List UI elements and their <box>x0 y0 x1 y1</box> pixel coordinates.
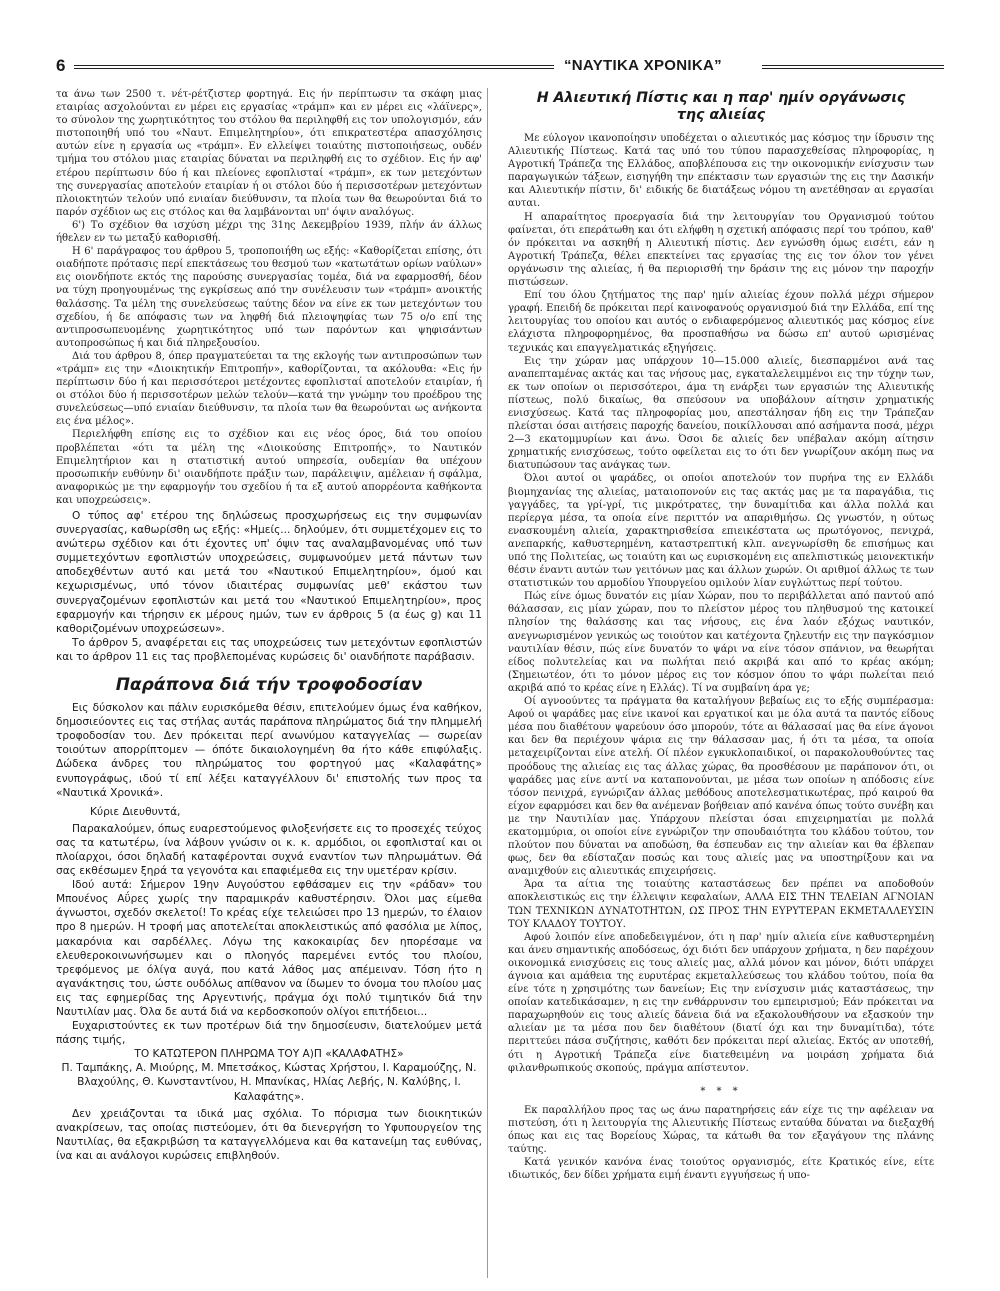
paragraph: Με εύλογον ικανοποίησιν υποδέχεται ο αλιευτικός μας κόσμος την ίδρυσιν της Αλιευτικής Πίστεως. Κατά τας υπό του τύπου παρασχεθείσας πληροφορίας, η Αγροτική Τράπεζα της Ελλάδος, αποβλέπουσα εις την οικονομικήν ενίσχυσιν των παραγωγικών τάξεων, εισηγήθη την επέκτασιν των εργασιών της εις την Δασικήν και Αλιευτικήν πίστιν, δι' ειδικής δε διατάξεως νόμου τη ανετέθησαν αι εργασίαι αυται. <box>508 133 934 210</box>
column-divider <box>487 88 488 1278</box>
left-column <box>56 88 482 1163</box>
fishing-article <box>508 132 934 1182</box>
paragraph: Άρα τα αίτια της τοιαύτης καταστάσεως δεν πρέπει να αποδοθούν αποκλειστικώς εις την έλλειψιν κεφαλαίων, ΑΛΛΑ ΕΙΣ ΤΗΝ ΤΕΛΕΙΑΝ ΑΓΝΟΙΑΝ ΤΩΝ ΤΕΧΝΙΚΩΝ ΔΥΝΑΤΟΤΗΤΩΝ, ΩΣ ΠΡΟΣ ΤΗΝ ΕΥΡΥΤΕΡΑΝ ΕΚΜΕΤΑΛΛΕΥΣΙΝ ΤΟΥ ΚΛΑΔΟΥ ΤΟΥΤΟΥ. <box>508 879 934 930</box>
paragraph: 6') Το σχέδιον θα ισχύση μέχρι της 31ης Δεκεμβρίου 1939, πλήν άν άλλως ήθελεν εν τω μεταξύ καθορισθή. <box>56 219 482 245</box>
paragraph: Ευχαριστούντες εκ των προτέρων διά την δημοσίευσιν, διατελούμεν μετά πάσης τιμής, <box>56 1020 482 1047</box>
paragraph: Επί του όλου ζητήματος της παρ' ημίν αλιείας έχουν πολλά μέχρι σήμερον γραφή. Επειδή δε πρόκειται περί καινοφανούς οργανισμού διά την Ελλάδα, επί της λειτουργίας του οποίου και αυτός ο ενδιαφερόμενος αλιευτικός μας κόσμος είνε ελάχιστα πληροφορημένος, θα προσπαθήσω να δώσω επ' αυτού ωρισμένας τεχνικάς και επαγγελματικάς εξηγήσεις. <box>508 290 934 354</box>
paragraph: Η απαραίτητος προεργασία διά την λειτουργίαν του Οργανισμού τούτου φαίνεται, ότι επεράτωθη και ότι ελήφθη η σχετική απόφασις περί του τρόπου, καθ' όν πρόκειται να ασκηθή η Αλιευτική πίστις. Δεν εγνώσθη όμως εισέτι, εάν η Αγροτική Τράπεζα, θέλει επεκτείνει τας εργασίας της εις τον όλον τον γένει οργάνωσιν της αλιείας, ή θα περιορισθή την δράσιν της εις μόνον την παροχήν πιστώσεων. <box>508 211 934 289</box>
paragraph: Δεν χρειάζονται τα ιδικά μας σχόλια. Το πόρισμα των διοικητικών ανακρίσεων, τας οποίας πιστεύομεν, ότι θα διενεργήση το Υφυπουργείον της Ναυτιλίας, θα εξακριβώση τα καταγγελλόμενα και θα κατανείμη τας ευθύνας, ίνα και αι ανάλογοι κυρώσεις επιβληθούν. <box>56 1107 482 1162</box>
paragraph: Οί αγνοούντες τα πράγματα θα καταλήγουν βεβαίως εις το εξής συμπέρασμα: Αφού οι ψαράδες μας είνε ικανοί και εργατικοί και με όλα αυτά τα παντός είδους μέσα που διαθέτουν ψαρεύουν όσο μπορούν, τότε αι θάλασσαί μας θα είνε άγονοι και δεν θα περιέχουν ψάρια εις την θάλασσαν μας, ή ότι τα μέσα, τα οποία μεταχειρίζονται είνε ατελή. Οί πλέον εγκυκλοπαιδικοί, οι παρακολουθούντες τας προόδους της αλιείας εις τας άλλας χώρας, θα προσθέσουν με παράπονον ότι, οι ψαράδες μας είνε αντί να καταπονούνται, με μέσα των οποίων η απόδοσις είνε τόσον πενιχρά, εγνώριζαν άλλας μεθόδους αποτελεσματικωτέρας, πρό καιρού θα είχον εφαρμόσει και δεν θα ανέμεναν βοήθειαν από κανένα όπως τούτο συνέβη και με την Ναυτιλίαν μας. Υπάρχουν πλείσται όσαι επιχειρηματίαι με πολλά εκατομμύρια, οι οποίοι είνε εγνώριζον την σπουδαιότητα του κλάδου τούτου, τον πλούτον που δύναται να αποδώση, θα έσπευδαν εις την αλιείαν και θα έβλεπαν φως, δεν θα εδίσταζαν ποσώς και τους αλιείς μας να υποστηρίξουν και να αναμιχθούν εις αλιευτικάς επιχειρήσεις. <box>508 696 934 878</box>
page-header <box>56 56 944 78</box>
paragraph: Ιδού αυτά: Σήμερον 19ην Αυγούστου εφθάσαμεν εις την «ράδαν» του Μπουένος Αΰρες χωρίς την παραμικράν καθυστέρησιν. Όλοι μας είμεθα άγνωστοι, σχεδόν σκελετοί! Το κρέας είχε τελειώσει προ 13 ημερών, το έλαιον προ 8 ημερών. Η τροφή μας αποτελείται αποκλειστικώς από φασόλια με λίπος, μακαρόνια και σαρδέλλες. Λόγω της κακοκαιρίας δεν ηπορέσαμε να ελευθεροκοινωνήσωμεν και ο πλοηγός παρεμένει εντός του πλοίου, τρεφόμενος με όλίγα αυγά, που κατά λάθος μας απέμειναν. Τόση ήτο η αγανάκτησις του, ώστε ουδόλως απίθανον να ίδωμεν το όνομα του πλοίου μας εις τας εφημερίδας της Αργεντινής, πράγμα όχι πολύ τιμητικόν διά την Ναυτιλίαν μας. Όλα δε αυτά διά να κερδοσκοπούν ολίγοι επιτήδειοι... <box>56 879 482 1018</box>
page-number: 6 <box>56 56 66 75</box>
paragraph: Περιελήφθη επίσης εις το σχέδιον και εις νέος όρος, διά του οποίου προβλέπεται «ότι τα μέλη της «Διοικούσης Επιτροπής», το Ναυτικόν Επιμελητήριον και η στατιστική αυτού υπηρεσία, ουδεμίαν θα υπέχουν προσωπικήν ευθύνην δι' οιανδήποτε πράξιν των, παράλειψιν, αμέλειαν ή σφάλμα, αναφορικώς με την εφαρμογήν του σχεδίου ή τα εξ αυτού απορρέοντα καθήκοντα και υποχρεώσεις». <box>56 429 482 506</box>
header-rule-left <box>74 65 554 69</box>
section-heading-complaints: Παράπονα διά τήν τροφοδοσίαν <box>115 675 423 696</box>
signature-title: ΤΟ ΚΑΤΩΤΕΡΟΝ ΠΛΗΡΩΜΑ ΤΟΥ Α)Π «ΚΑΛΑΦΑΤΗΣ» <box>134 1048 404 1061</box>
paragraph: Εις την χώραν μας υπάρχουν 10—15.000 αλιείς, διεσπαρμένοι ανά τας αναπεπταμένας ακτάς και τας νήσους μας, εγκαταλελειμμένοι εις την τύχην των, εκ των οποίων οι περισσότεροι, άμα τη ενάρξει των εργασιών της Αλιευτικής πίστεως, πολύ δικαίως, θα σπεύσουν να υποβάλουν αίτησιν χρηματικής ενισχύσεως. Κατά τας πληροφορίας μου, απεστάλησαν ήδη εις την Τράπεζαν πλείσται όσαι αιτήσεις παροχής δανείου, ποικίλλουσαι από ασήμαντα ποσά, μέχρι 2—3 εκατομμυρίων και άνω. Όσοι δε αλιείς δεν υπέβαλαν ακόμη αίτησιν χρηματικής ενισχύσεως, τούτο οφείλεται εις το ότι δεν γνωρίζουν ακόμη πως να διατυπώσουν τας ανάγκας των. <box>508 355 934 472</box>
paragraph: Κατά γενικόν κανόνα ένας τοιούτος οργανισμός, είτε Κρατικός είνε, είτε ιδιωτικός, δεν δίδει χρήματα ειμή έναντι εγγυήσεως ή υπο- <box>508 1157 934 1182</box>
right-column <box>508 88 934 1182</box>
declaration-text <box>56 509 482 664</box>
header-rule-right <box>762 65 944 69</box>
paragraph: Το άρθρον 5, αναφέρεται εις τας υποχρεώσεις των μετεχόντων εφοπλιστών και το άρθρον 11 εις τας προβλεπομένας κυρώσεις δι' οιανδήποτε παράβασιν. <box>56 636 482 663</box>
signature-names: Π. Ταμπάκης, Α. Μιούρης, Μ. Μπετσάκος, Κώστας Χρήστου, Ι. Καραμούζης, Ν. Βλαχούλης, Θ. Κωνσταντίνου, Η. Μπανίκας, Ηλίας Λεβής, Ν. Καλύβης, Ι. Καλαφάτης». <box>61 1062 477 1103</box>
letter-salutation: Κύριε Διευθυντά, <box>90 805 181 818</box>
section-separator: * * * <box>700 1085 742 1097</box>
paragraph: Διά του άρθρου 8, όπερ πραγματεύεται τα της εκλογής των αντιπροσώπων των «τράμπ» εις την «Διοικητικήν Επιτροπήν», καθορίζονται, τα ακόλουθα: «Εις ήν περίπτωσιν δύο ή και περισσότεροι μετέχοντες εφοπλισταί αποτελούν εταιρίαν, ή οι στόλοι δύο ή περισσοτέρων μελών τελούν—κατά την γνώμην του προέδρου της συνελεύσεως—υπό ενιαίαν διεύθυνσιν, τα πλοία των θα θεωρούνται ως ανήκοντα εις ένα μέλος». <box>56 350 482 428</box>
paragraph: Πώς είνε όμως δυνατόν εις μίαν Χώραν, που το περιβάλλεται από παντού από θάλασσαν, εις μίαν χώραν, που το πλείστον μέρος του πληθυσμού της κατοικεί πλησίον της θαλάσσης και τας νήσους, εις ένα λαόν εξόχως ναυτικόν, ανεγνωρισμένον γενικώς ως τοιούτον και κατέχοντα ζηλευτήν εις την παγκόσμιον ναυτιλίαν θέσιν, πώς είνε δυνατόν το ψάρι να είνε τόσον σπάνιον, να θεωρήται είδος πολυτελείας και να πωλήται πειό ακριβά και από το κρέας ακόμη; (Σημειωτέον, ότι το μόνον μέρος εις τον κόσμον όπου το ψάρι πωλείται πειό ακριβά από το κρέας είνε η Ελλάς). Τί να συμβαίνη άρα γε; <box>508 591 934 694</box>
paragraph: Εκ παραλλήλου προς τας ως άνω παρατηρήσεις εάν είχε τις την αφέλειαν να πιστεύση, ότι η λειτουργία της Αλιευτικής Πίστεως ενταύθα δύναται να διεξαχθή όπως και εις τας Βορείους Χώρας, τα κάτωθι θα τον εξαγάγουν της πλάνης ταύτης. <box>508 1104 934 1156</box>
paragraph: Αφού λοιπόν είνε αποδεδειγμένον, ότι η παρ' ημίν αλιεία είνε καθυστερημένη και άνευ σημαντικής αποδόσεως, όχι διότι δεν υπάρχουν χρήματα, η δεν παρέχουν οικονομικά ενισχύσεις εις τους αλιείς μας, αλλά μόνον και μόνον, διότι υπάρχει άγνοια και αμάθεια της ευρυτέρας εκμεταλλεύσεως του κλάδου τούτου, ποία θα είνε τότε η χρησιμότης των δανείων; Εις την ενίσχυσιν μιάς καταστάσεως, την οποίαν κατεδικάσαμεν, η εις την ενθάρρυνσιν του εμπειρισμού; Εάν πρόκειται να παραχωρηθούν εις τους αλιείς δάνεια διά να εξακολουθήσουν να εξασκούν την αλιείαν με τα μέσα που δεν διαθέτουν (διατί όχι και την δυναμίτιδα), τότε περιττεύει πάσα συζήτησις, καθότι δεν πρόκειται περί αλιείας. Εκτός αν υποτεθή, ότι η Αγροτική Τράπεζα είνε διατεθειμένη να μοιράση χρήματα διά φιλανθρωπικούς σκοπούς, πράγμα απίστευτον. <box>508 931 934 1074</box>
article-continuation <box>56 88 482 507</box>
paragraph: Παρακαλούμεν, όπως ευαρεστούμενος φιλοξενήσετε εις το προσεχές τεύχος σας τα κατωτέρω, ίνα λάβουν γνώσιν οι κ. κ. αρμόδιοι, οι εφοπλισταί και οι πλοίαρχοι, όσοι δηλαδή καταφέρονται συχνά εναντίον των πληρωμάτων. Θά σας εκθέσωμεν ξηρά τα γεγονότα και επαφιέμεθα εις την υμετέραν κρίσιν. <box>56 822 482 878</box>
complaints-article <box>56 701 482 1163</box>
masthead: “ΝΑΥΤΙΚΑ ΧΡΟΝΙΚΑ” <box>564 57 722 74</box>
paragraph: Εις δύσκολον και πάλιν ευρισκόμεθα θέσιν, επιτελούμεν όμως ένα καθήκον, δημοσιεύοντες εις τας στήλας αυτάς παράπονα πληρώματος διά την πλημμελή τροφοδοσίαν του. Δεν πρόκειται περί ανωνύμου καταγγελίας — σωρείαν τοιούτων απορρίπτομεν — όπότε δικαιολογημένη θα ήτο κάθε επιφύλαξις. Δώδεκα άνδρες του πληρώματος του φορτηγού μας «Καλαφάτης» ενυπογράφως, ιδού τί επί λέξει καταγγέλλουν δι' επιστολής των προς τα «Ναυτικά Χρονικά». <box>56 702 482 799</box>
article-heading-fishing-credit: Η Αλιευτική Πίστις και η παρ' ημίν οργάνωσις της αλιείας <box>536 90 906 123</box>
paragraph: Η 6' παράγραφος του άρθρου 5, τροποποιήθη ως εξής: «Καθορίζεται επίσης, ότι οιαδήποτε πρότασις περί επεκτάσεως του θεσμού των «κατωτάτων ορίων ναύλων» εις οιονδήποτε εκτός της παρούσης συνεργασίας τομέα, διά να εφαρμοσθή, δέον να τύχη προηγουμένως της εγκρίσεως από την συνέλευσιν των «τράμπ» ανοικτής θαλάσσης. Τα μέλη της συνελεύσεως ταύτης δέον να είνε εκ των μετεχόντων του σχεδίου, ή δε απόφασις των να ληφθή διά πλειοψηφίας των 75 ο/ο επί της αντιπροσωπευομένης χωρητικότητος υπό των παρόντων και ψηφισάντων αυτοπροσώπως ή και διά πληρεξουσίου. <box>56 246 482 349</box>
paragraph: Όλοι αυτοί οι ψαράδες, οι οποίοι αποτελούν τον πυρήνα της εν Ελλάδι βιομηχανίας της αλιείας, ματαιοπονούν εις τας ακτάς μας με τα παραγάδια, τις γαγγάδες, τα γρί-γρί, τις μικρότρατες, την δυναμίτιδα και άλλα πολλά και περίεργα μέσα, τα οποία είνε περιττόν να απαριθμήσω. Ως γνωστόν, η ούτως ενασκουμένη αλιεία, χαρακτηρισθείσα επιεικέστατα ως πρωτόγονος, πενιχρά, ανεπαρκής, καθυστερημένη, καταστρεπτική κλπ. ανεγνωρίσθη δε επισήμως και υπό της Πολιτείας, ως τοιαύτη και ως ευρισκομένη εις απελπιστικώς μειονεκτικήν θέσιν έναντι αυτών των γειτόνων μας και άλλων χωρών. Οι αριθμοί άλλως τε των στατιστικών του αρμοδίου Υπουργείου ομιλούν λίαν ευγλώττως περί τούτου. <box>508 473 934 590</box>
paragraph: Ο τύπος αφ' ετέρου της δηλώσεως προσχωρήσεως εις την συμφωνίαν συνεργασίας, καθωρίσθη ως εξής: «Ημείς... δηλούμεν, ότι συμμετέχομεν εις το ανώτερω σχέδιον και ότι έχοντες υπ' όψιν τας αναλαμβανομένας υπό των συμμετεχόντων εφοπλιστών υποχρεώσεις, συμφωνούμεν μετά πάντων των αποδεχθέντων αυτό και μετά του «Ναυτικού Επιμελητηρίου», όμού και κεχωρισμένως, υπό τόνον ιδιαιτέρας συμφωνίας μεθ' εκάστου των συνεργαζομένων εφοπλιστών και μετά του «Ναυτικού Επιμελητηρίου», προς εφαρμογήν και τήρησιν εκ μέρους ημών, των εν άρθροις 5 (α έως g) και 11 καθοριζομένων υποχρεώσεων». <box>56 510 482 635</box>
paragraph: τα άνω των 2500 τ. νέτ-ρέτζιστερ φορτηγά. Εις ήν περίπτωσιν τα σκάφη μιας εταιρίας ασχολούνται εν μέρει εις εργασίας «τράμπ» και εν μέρει εις «λάϊνερς», το σύνολον της χωρητικότητος του στόλου θα περιληφθή εις τον υπολογισμόν, εάν πιστοποιηθή υπό του «Ναυτ. Επιμελητηρίου», ότι επικρατεστέρα απασχόλησις αυτών είνε η εργασία ως «τράμπ». Εν ελλείψει τοιαύτης πιστοποιήσεως, ουδέν τμήμα του στόλου μιας εταιρίας δύναται να περιληφθή εις το σχέδιον. Εις ήν αφ' ετέρου περίπτωσιν δύο ή και πλείονες εφοπλισταί «τράμπ», εκ των μετεχόντων της συνεργασίας αποτελούν εταιρίαν ή οι στόλοι δύο ή περισσοτέρων μετεχόντων πλοιοκτητών τελούν υπό ενιαίαν διεύθυνσιν, τα πλοία των θα θεωρούνται διά το παρόν σχέδιον ως εις στόλος και θα λαμβάνονται υπ' όψιν αναλόγως. <box>56 89 482 218</box>
